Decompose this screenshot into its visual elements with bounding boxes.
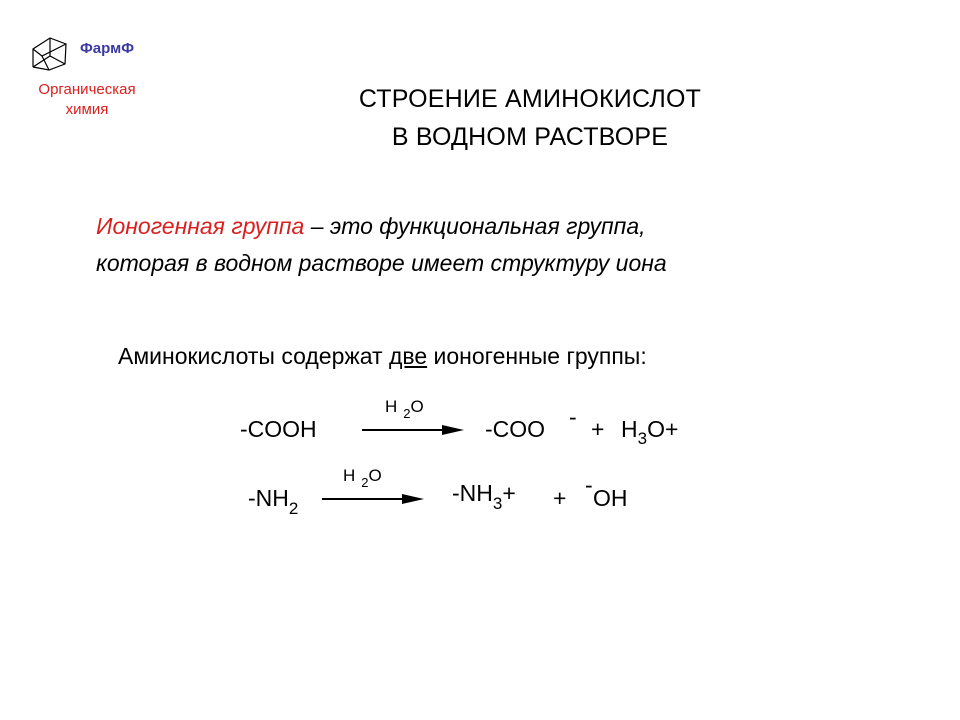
eq2-p1-text: -NH — [452, 480, 493, 506]
eq2-cond-o: O — [368, 466, 382, 485]
definition-block — [96, 208, 667, 282]
eq1-charge-1: - — [569, 404, 577, 430]
eq2-cond-sub: 2 — [361, 475, 369, 490]
definition-term: Ионогенная группа — [96, 213, 305, 239]
eq2-arrow-head — [402, 494, 424, 504]
eq2-arrow-shaft — [322, 498, 402, 500]
eq2-charge-2: - — [585, 472, 593, 498]
brand-name: ФармФ — [80, 40, 135, 57]
intro-text — [118, 343, 647, 370]
eq1-cond-h: H — [385, 397, 398, 416]
page-title — [290, 80, 770, 156]
definition-text: – это функциональная группа, — [304, 213, 646, 239]
eq1-reactant: -COOH — [240, 416, 317, 442]
eq2-p1-plus: + — [502, 480, 516, 506]
eq2-condition — [343, 466, 382, 490]
eq1-arrow-head — [442, 425, 464, 435]
eq1-p2-sub: 3 — [637, 429, 648, 448]
eq1-product-2 — [621, 416, 679, 448]
eq1-p2-h: H — [621, 416, 638, 442]
subject-label: Органическая химия — [38, 81, 136, 118]
eq1-cond-sub: 2 — [403, 406, 411, 421]
eq1-p2-rest: O+ — [647, 416, 679, 442]
eq2-product-1 — [452, 480, 516, 513]
definition-line-2: которая в водном растворе имеет структуру иона — [96, 250, 667, 276]
eq2-reactant-text: -NH — [248, 485, 289, 511]
eq2-p1-sub: 3 — [492, 494, 503, 513]
eq2-reactant — [248, 485, 299, 518]
intro-after: ионогенные группы: — [427, 343, 647, 369]
intro-before: Аминокислоты содержат — [118, 343, 389, 369]
eq1-arrow-shaft — [362, 429, 442, 431]
eq2-plus: + — [553, 485, 567, 511]
eq1-condition — [385, 397, 424, 421]
eq1-cond-o: O — [410, 397, 424, 416]
eq1-plus: + — [591, 416, 605, 442]
title-line-1: СТРОЕНИЕ АМИНОКИСЛОТ — [358, 85, 702, 113]
intro-underlined: две — [388, 343, 428, 369]
adamantane-molecule-icon — [30, 34, 74, 72]
eq2-reactant-sub: 2 — [288, 499, 299, 518]
title-line-2: В ВОДНОМ РАСТВОРЕ — [391, 123, 669, 151]
eq2-product-2: OH — [593, 485, 628, 511]
definition-line-1 — [96, 208, 667, 245]
eq2-cond-h: H — [343, 466, 356, 485]
eq1-product-1: -COO — [485, 416, 546, 442]
